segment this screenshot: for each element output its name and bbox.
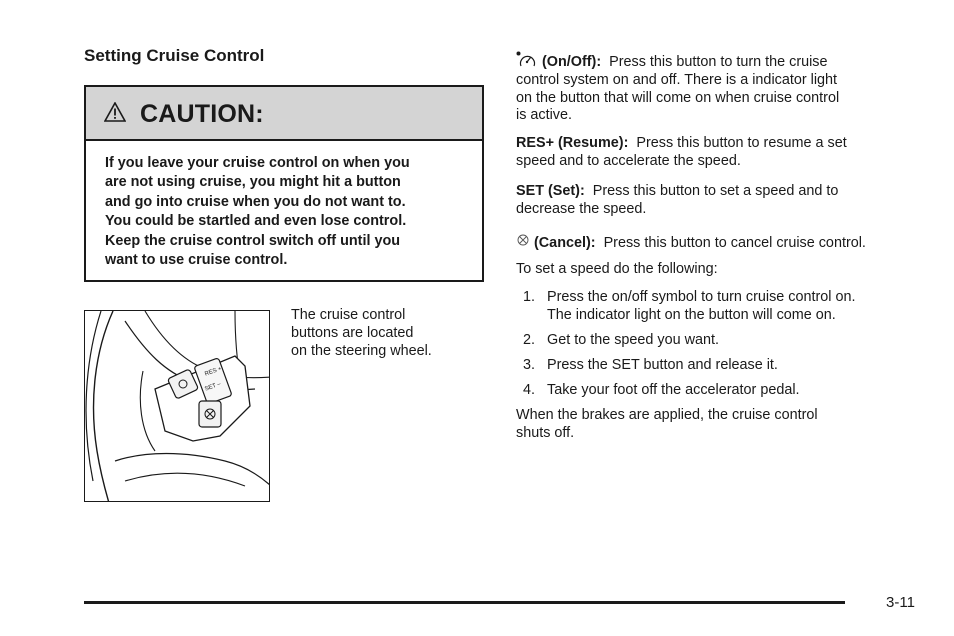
caption-line: buttons are located	[291, 325, 414, 341]
cancel-label: (Cancel):	[534, 235, 596, 251]
cruise-on-off-icon	[516, 51, 538, 69]
warning-triangle-icon	[104, 102, 126, 122]
closing-note	[516, 407, 916, 443]
caution-title: CAUTION:	[140, 100, 264, 128]
section-title: Setting Cruise Control	[84, 46, 265, 65]
cancel-description	[516, 234, 916, 253]
caution-line: You could be startled and even lose control.	[105, 213, 407, 230]
step-text: Press the SET button and release it.	[547, 357, 778, 373]
footer-rule	[84, 601, 845, 604]
step-text: Press the on/off symbol to turn cruise control on.	[547, 289, 856, 305]
step-number: 3.	[523, 357, 536, 373]
set-text: Press this button to set a speed and to	[592, 183, 839, 199]
caption-line: The cruise control	[291, 307, 406, 323]
caution-line: Keep the cruise control switch off until you	[105, 232, 401, 249]
caution-line: and go into cruise when you do not want to.	[105, 193, 406, 210]
resume-description	[516, 135, 916, 171]
page-number: 3-11	[886, 594, 915, 611]
onoff-text-line: control system on and off. There is a indicator light	[516, 71, 838, 88]
caution-header	[86, 87, 482, 141]
set-label: SET (Set):	[516, 183, 585, 199]
caution-line: If you leave your cruise control on when you	[105, 155, 410, 171]
cancel-x-icon	[516, 234, 530, 250]
step-text: The indicator light on the button will come on.	[547, 306, 836, 323]
set-description	[516, 183, 916, 219]
set-text-line: decrease the speed.	[516, 200, 647, 217]
steps-intro: To set a speed do the following:	[516, 261, 718, 277]
closing-line: shuts off.	[516, 424, 575, 441]
caution-line: want to use cruise control.	[105, 252, 288, 269]
caution-line: are not using cruise, you might hit a button	[105, 174, 401, 191]
resume-label: RES+ (Resume):	[516, 135, 629, 151]
caution-text	[105, 154, 467, 270]
step-number: 2.	[523, 332, 536, 348]
closing-line: When the brakes are applied, the cruise control	[516, 407, 818, 423]
step-number: 1.	[523, 289, 536, 305]
step-text: Get to the speed you want.	[547, 332, 719, 348]
steering-wheel-drawing	[85, 311, 270, 502]
onoff-text: Press this button to turn the cruise	[609, 54, 828, 70]
res-button-label: RES +	[204, 365, 223, 378]
onoff-description	[516, 51, 916, 125]
step-text: Take your foot off the accelerator pedal.	[547, 382, 800, 398]
caption-line: on the steering wheel.	[291, 343, 432, 359]
cancel-text: Press this button to cancel cruise control.	[603, 235, 866, 251]
set-button-label: SET –	[204, 381, 222, 393]
step-number: 4.	[523, 382, 536, 398]
figure-caption	[291, 306, 466, 360]
steering-wheel-illustration	[84, 310, 270, 502]
onoff-text-line: on the button that will come on when cruise control	[516, 89, 840, 106]
resume-text-line: speed and to accelerate the speed.	[516, 152, 741, 169]
caution-box	[84, 85, 484, 282]
onoff-label: (On/Off):	[542, 54, 602, 70]
onoff-text-line: is active.	[516, 107, 572, 124]
resume-text: Press this button to resume a set	[636, 135, 847, 151]
